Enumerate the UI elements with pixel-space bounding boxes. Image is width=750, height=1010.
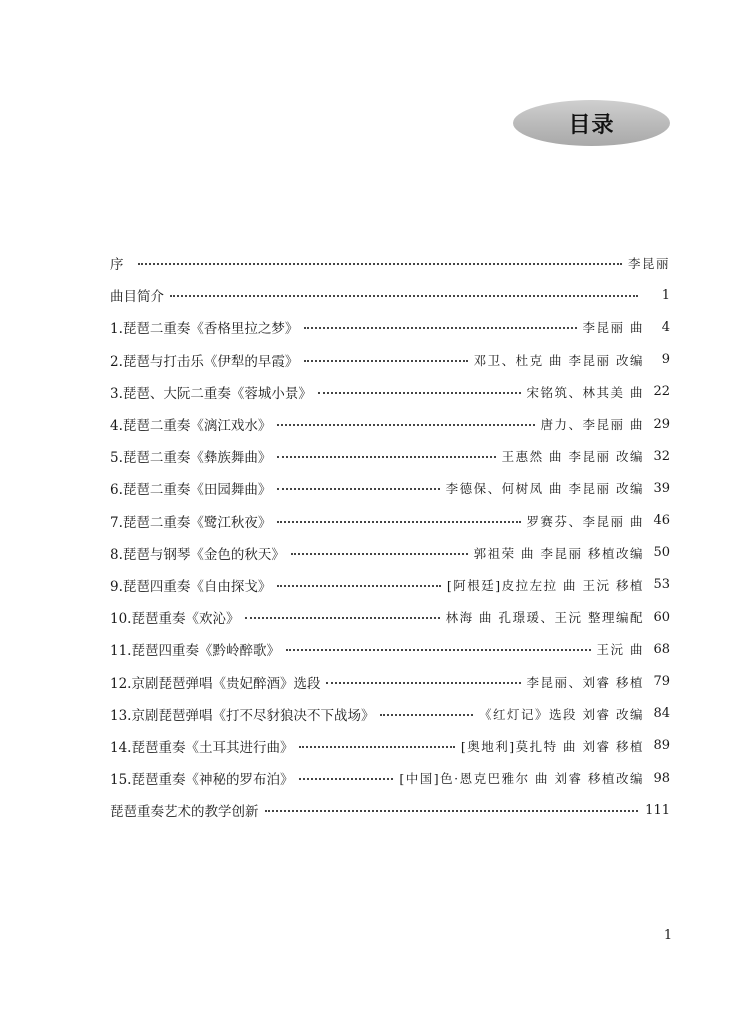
toc-entry[interactable] (110, 311, 670, 343)
toc-entry-credit: 林海 曲 孔璟瑗、王沅 整理编配 (445, 610, 644, 626)
toc-entry-title: 11.琵琶四重奏《黔岭醉歌》 (110, 643, 280, 660)
toc-entry-credit: 唐力、李昆丽 曲 (540, 417, 644, 433)
toc-entry-title: 琵琶重奏艺术的教学创新 (110, 804, 259, 821)
dot-leader (380, 714, 473, 716)
toc-entry-title: 10.琵琶重奏《欢沁》 (110, 611, 240, 628)
toc-entry[interactable] (110, 247, 670, 279)
toc-entry-page: 60 (653, 609, 670, 625)
toc-entry-title: 8.琵琶与钢琴《金色的秋天》 (110, 546, 285, 563)
toc-entry[interactable] (110, 794, 670, 826)
toc-entry-page: 1 (661, 287, 670, 303)
toc-entry-credit: 王沅 曲 (596, 642, 644, 658)
toc-entry-credit: 李昆丽 (627, 256, 670, 272)
toc-entry-credit: 《红灯记》选段 刘睿 改编 (479, 706, 644, 722)
toc-entry-title: 5.琵琶二重奏《彝族舞曲》 (110, 450, 272, 467)
toc-entry-title: 15.琵琶重奏《神秘的罗布泊》 (110, 772, 294, 789)
toc-entry-page: 22 (653, 384, 670, 400)
toc-entry[interactable] (110, 376, 670, 408)
toc-entry-credit: [中国]色·恩克巴雅尔 曲 刘睿 移植改编 (399, 771, 644, 787)
toc-entry-credit: 罗赛芬、李昆丽 曲 (526, 513, 644, 529)
toc-entry-title: 7.琵琶二重奏《鹭江秋夜》 (110, 514, 272, 531)
toc-entry[interactable] (110, 665, 670, 697)
toc-list (110, 247, 670, 826)
dot-leader (277, 488, 439, 490)
toc-entry-page: 29 (653, 416, 670, 432)
dot-leader (326, 682, 520, 684)
toc-entry-credit: 李昆丽 曲 (582, 320, 644, 336)
toc-entry-credit: 李昆丽、刘睿 移植 (526, 674, 644, 690)
dot-leader (277, 521, 520, 523)
toc-entry-title: 12.京剧琵琶弹唱《贵妃醉酒》选段 (110, 675, 321, 692)
toc-entry-title: 14.琵琶重奏《土耳其进行曲》 (110, 739, 294, 756)
dot-leader (286, 649, 591, 651)
toc-entry[interactable] (110, 698, 670, 730)
contents-badge (513, 100, 670, 146)
toc-entry-title: 2.琵琶与打击乐《伊犁的早霞》 (110, 353, 299, 370)
toc-entry-credit: 宋铭筑、林其美 曲 (526, 384, 644, 400)
toc-entry[interactable] (110, 762, 670, 794)
toc-entry[interactable] (110, 730, 670, 762)
dot-leader (277, 585, 440, 587)
toc-entry-page: 98 (653, 770, 670, 786)
toc-entry-page: 53 (653, 577, 670, 593)
toc-entry-page: 46 (653, 513, 670, 529)
dot-leader (245, 617, 439, 619)
toc-entry[interactable] (110, 279, 670, 311)
dot-leader (304, 360, 467, 362)
toc-entry[interactable] (110, 408, 670, 440)
dot-leader (277, 424, 534, 426)
toc-entry-page: 68 (653, 641, 670, 657)
toc-entry-page: 9 (661, 352, 670, 368)
toc-entry-page: 111 (645, 802, 670, 818)
dot-leader (291, 553, 468, 555)
dot-leader (304, 327, 576, 329)
toc-entry-credit: 邓卫、杜克 曲 李昆丽 改编 (473, 352, 644, 368)
toc-entry-title: 序 (110, 257, 124, 274)
toc-entry-credit: 郭祖荣 曲 李昆丽 移植改编 (473, 545, 644, 561)
toc-entry-page: 84 (653, 706, 670, 722)
toc-entry[interactable] (110, 505, 670, 537)
toc-entry[interactable] (110, 601, 670, 633)
toc-entry-credit: [阿根廷]皮拉左拉 曲 王沅 移植 (446, 577, 644, 593)
toc-entry-title: 9.琵琶四重奏《自由探戈》 (110, 578, 272, 595)
toc-entry-page: 50 (653, 545, 670, 561)
toc-entry[interactable] (110, 440, 670, 472)
dot-leader (277, 456, 495, 458)
toc-entry-title: 4.琵琶二重奏《漓江戏水》 (110, 418, 272, 435)
toc-entry[interactable] (110, 633, 670, 665)
dot-leader (299, 778, 393, 780)
dot-leader (265, 810, 639, 812)
dot-leader (318, 392, 521, 394)
toc-entry-credit: [奥地利]莫扎特 曲 刘睿 移植 (460, 738, 644, 754)
page-number: 1 (663, 928, 673, 943)
toc-entry-page: 39 (653, 480, 670, 496)
toc-entry[interactable] (110, 569, 670, 601)
dot-leader (138, 263, 622, 265)
toc-entry-credit: 李德保、何树凤 曲 李昆丽 改编 (445, 481, 644, 497)
toc-entry-page: 79 (653, 674, 670, 690)
dot-leader (170, 295, 638, 297)
toc-entry[interactable] (110, 472, 670, 504)
toc-entry-page: 89 (653, 738, 670, 754)
toc-entry-page: 32 (653, 448, 670, 464)
toc-entry-title: 曲目简介 (110, 289, 164, 306)
toc-entry-credit: 王惠然 曲 李昆丽 改编 (501, 449, 644, 465)
toc-entry-title: 13.京剧琵琶弹唱《打不尽豺狼决不下战场》 (110, 707, 375, 724)
toc-entry-title: 3.琵琶、大阮二重奏《蓉城小景》 (110, 385, 312, 402)
contents-heading: 目录 (568, 112, 615, 138)
toc-entry[interactable] (110, 537, 670, 569)
dot-leader (299, 746, 454, 748)
toc-entry-page: 4 (661, 319, 670, 335)
toc-entry[interactable] (110, 344, 670, 376)
toc-entry-title: 1.琵琶二重奏《香格里拉之梦》 (110, 321, 299, 338)
toc-entry-title: 6.琵琶二重奏《田园舞曲》 (110, 482, 272, 499)
